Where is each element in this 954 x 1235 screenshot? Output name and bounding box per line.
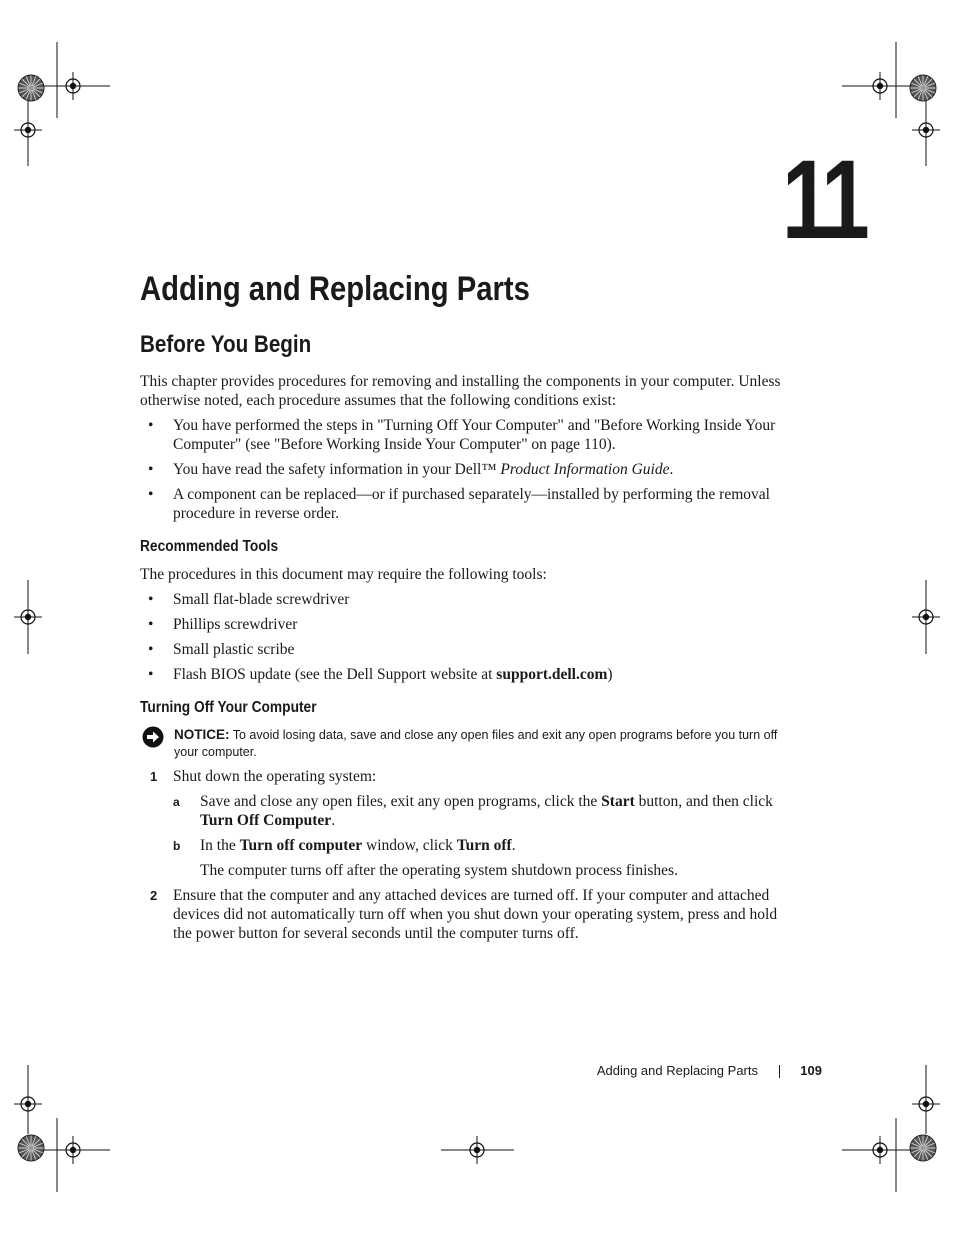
section-intro: This chapter provides procedures for removing and installing the components in your computer. Unless otherwise noted, each procedure assumes that the following conditions exist: (140, 373, 781, 409)
substeps (173, 792, 790, 880)
tools-intro: The procedures in this document may require the following tools: (140, 566, 547, 583)
step-item (140, 767, 790, 880)
start-button-label: Start (601, 793, 635, 810)
list-item: • Phillips screwdriver (140, 615, 790, 634)
conditions-list (140, 416, 790, 523)
shutdown-steps (140, 767, 790, 943)
substep-letter: b (173, 839, 181, 853)
tools-list (140, 590, 790, 684)
chapter-title: Adding and Replacing Parts (140, 270, 530, 308)
list-item: • You have performed the steps in "Turning Off Your Computer" and "Before Working Inside Your Computer" (see "Before Working Inside Your Computer" on page 110). (140, 416, 790, 454)
list-item: • You have read the safety information in your Dell™ Product Information Guide. (140, 460, 790, 479)
step-text: Shut down the operating system: (173, 768, 377, 785)
notice-text: To avoid losing data, save and close any open files and exit any open programs before you turn off your computer. (174, 728, 778, 759)
step-item (140, 886, 790, 943)
notice-icon (142, 726, 164, 748)
list-item: • Small plastic scribe (140, 640, 790, 659)
chapter-number: 11 (782, 137, 865, 262)
step-number: 2 (150, 888, 158, 903)
substep-item: a Save and close any open files, exit any open programs, click the Start button, and then click Turn Off Computer. (173, 793, 773, 829)
section-heading-before-you-begin: Before You Begin (140, 331, 312, 358)
turn-off-computer-label: Turn Off Computer (200, 812, 332, 829)
list-item: • Flash BIOS update (see the Dell Support website at support.dell.com) (140, 665, 790, 684)
page-footer (560, 1061, 822, 1081)
subheading-recommended-tools: Recommended Tools (140, 538, 279, 555)
page-number: 109 (800, 1063, 822, 1078)
notice-label: NOTICE: (174, 727, 230, 742)
substep-letter: a (173, 795, 180, 809)
footer-divider (779, 1065, 780, 1078)
substep-note: The computer turns off after the operating system shutdown process finishes. (200, 862, 678, 879)
notice-box (140, 726, 790, 761)
step-text: Ensure that the computer and any attached devices are turned off. If your computer and attached devices did not automatically turn off when you shut down your operating system, press and hold the power button for several seconds until the computer turns off. (173, 887, 778, 942)
subheading-turning-off: Turning Off Your Computer (140, 699, 317, 716)
list-item: • A component can be replaced—or if purchased separately—installed by performing the removal procedure in reverse order. (140, 485, 790, 523)
window-name-label: Turn off computer (239, 837, 363, 854)
footer-title: Adding and Replacing Parts (596, 1063, 758, 1078)
list-item: • Small flat-blade screwdriver (140, 590, 790, 609)
substep-item: b In the Turn off computer window, click Turn off. The computer turns off after the operating system shutdown process finishes. (173, 836, 790, 880)
turn-off-label: Turn off (456, 837, 512, 854)
support-website: support.dell.com (496, 666, 608, 683)
step-number: 1 (150, 769, 158, 784)
guide-title: Product Information Guide (500, 461, 670, 478)
page-content (140, 268, 790, 949)
